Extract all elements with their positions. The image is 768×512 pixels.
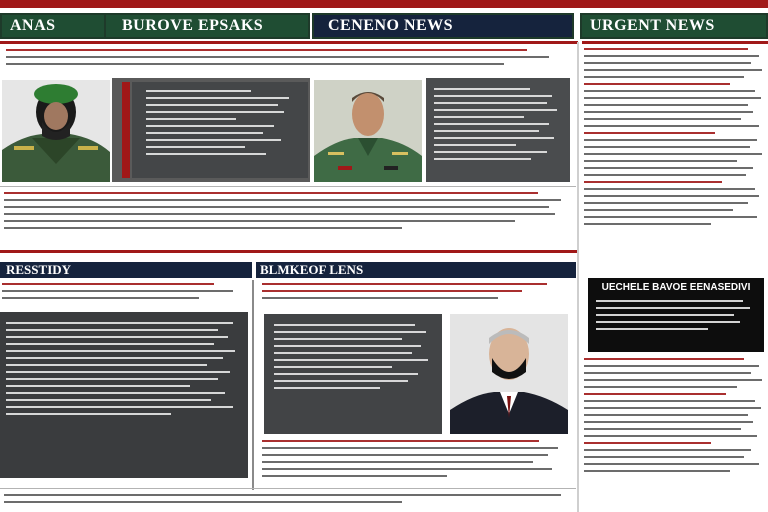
panel-1-text <box>146 90 296 174</box>
bottom-divider <box>0 488 576 489</box>
right-column-text-top <box>584 48 766 270</box>
header-anas <box>0 13 120 39</box>
left-panel-text <box>6 322 242 472</box>
officer-photo <box>314 80 422 182</box>
header-burove <box>104 13 310 39</box>
right-red-rule <box>582 41 768 44</box>
panel-red-edge <box>122 82 130 178</box>
masked-man-photo <box>450 314 568 434</box>
top-feature-panel-1 <box>112 78 310 182</box>
left-dark-panel <box>0 312 248 478</box>
header-urgent <box>580 13 768 39</box>
center-vertical-rule <box>252 280 254 490</box>
top-red-rule <box>0 41 578 44</box>
panel-2-text <box>434 88 562 176</box>
header-anas-label: ANAS <box>10 17 56 34</box>
section-header-left <box>0 262 252 278</box>
right-column-rule <box>577 42 579 512</box>
center-panel-text <box>274 324 434 428</box>
section-header-center <box>256 262 576 278</box>
bottom-strip-text <box>4 494 572 508</box>
divider-1 <box>0 186 576 187</box>
header-burove-label: BUROVE EPSAKS <box>122 17 264 34</box>
top-feature-panel-2 <box>426 78 570 182</box>
header-urgent-label: URGENT NEWS <box>590 17 715 34</box>
section-left-label: RESSTIDY <box>6 262 72 277</box>
center-dark-panel <box>264 314 442 434</box>
soldier-photo-left <box>2 80 110 182</box>
black-box-title: UECHELE BAVOE EENASEDIVI <box>601 282 751 293</box>
urgent-black-box <box>588 278 764 352</box>
center-bottom-text <box>262 440 570 484</box>
header-ceneno-label: CENENO NEWS <box>328 17 454 34</box>
top-accent-bar <box>0 0 768 8</box>
mid-red-rule <box>0 250 578 253</box>
section-center-label: BLMKEOF LENS <box>260 262 364 277</box>
header-ceneno <box>312 13 574 39</box>
right-column-text-bottom <box>584 358 766 488</box>
black-box-text <box>596 300 756 348</box>
